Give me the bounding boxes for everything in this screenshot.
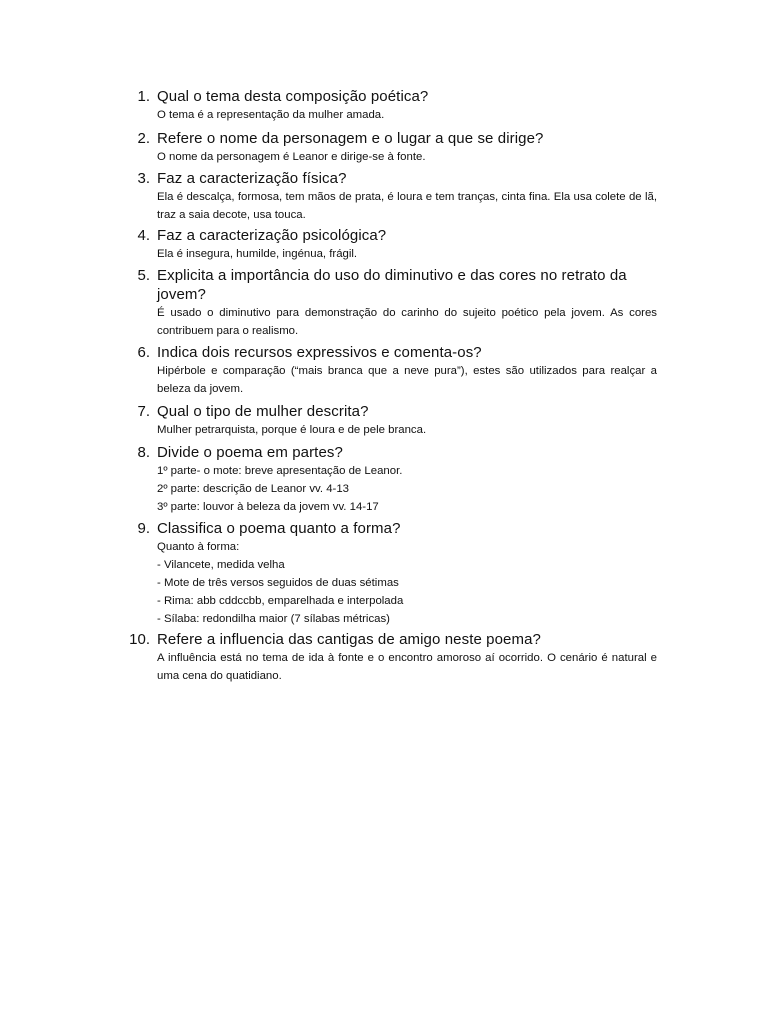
question-text: Explicita a importância do uso do diminutivo e das cores no retrato da jovem? (157, 267, 627, 303)
answer-line: - Vilancete, medida velha (157, 559, 285, 571)
question-number: 8. (137, 444, 150, 461)
answer-text: O nome da personagem é Leanor e dirige-se à fonte. (157, 151, 426, 163)
answer-line: - Mote de três versos seguidos de duas sétimas (157, 577, 399, 589)
question-item-3 (0, 168, 768, 225)
question-number: 7. (137, 403, 150, 420)
question-number: 10. (129, 631, 150, 648)
question-text: Classifica o poema quanto a forma? (157, 520, 401, 537)
question-number: 5. (137, 267, 150, 284)
question-text: Qual o tipo de mulher descrita? (157, 403, 369, 420)
question-text: Faz a caracterização física? (157, 170, 347, 187)
question-text: Refere a influencia das cantigas de amigo neste poema? (157, 631, 541, 648)
question-number: 1. (137, 88, 150, 105)
answer-text: É usado o diminutivo para demonstração do carinho do sujeito poético pela jovem. As cores contribuem para o realismo. (157, 307, 657, 337)
answer-text: Ela é descalça, formosa, tem mãos de prata, é loura e tem tranças, cinta fina. Ela usa colete de lã, traz a saia decote, usa touca. (157, 191, 657, 221)
answer-text: O tema é a representação da mulher amada. (157, 109, 385, 121)
answer-line: Quanto à forma: (157, 541, 240, 553)
answer-block (157, 462, 657, 516)
question-text: Indica dois recursos expressivos e comenta-os? (157, 344, 482, 361)
question-item-2 (0, 128, 768, 168)
question-item-10 (0, 629, 768, 689)
answer-text: Hipérbole e comparação (“mais branca que a neve pura”), estes são utilizados para realçar a beleza da jovem. (157, 365, 657, 395)
question-number: 9. (137, 520, 150, 537)
answer-line: 3º parte: louvor à beleza da jovem vv. 14-17 (157, 501, 379, 513)
question-item-1 (0, 86, 768, 128)
question-number: 4. (137, 227, 150, 244)
question-text: Qual o tema desta composição poética? (157, 88, 429, 105)
answer-line: 2º parte: descrição de Leanor vv. 4-13 (157, 483, 350, 495)
question-text: Divide o poema em partes? (157, 444, 343, 461)
answer-text: A influência está no tema de ida à fonte e o encontro amoroso aí ocorrido. O cenário é natural e uma cena do quatidiano. (157, 652, 657, 682)
answer-text: Mulher petrarquista, porque é loura e de pele branca. (157, 424, 427, 436)
answer-line: - Sílaba: redondilha maior (7 sílabas métricas) (157, 613, 390, 625)
question-number: 2. (137, 130, 150, 147)
question-text: Refere o nome da personagem e o lugar a que se dirige? (157, 130, 544, 147)
question-item-7 (0, 401, 768, 442)
question-item-9 (0, 518, 768, 629)
question-text: Faz a caracterização psicológica? (157, 227, 387, 244)
question-item-6 (0, 342, 768, 401)
question-item-4 (0, 225, 768, 265)
question-item-8 (0, 442, 768, 518)
answer-line: - Rima: abb cddccbb, emparelhada e interpolada (157, 595, 404, 607)
question-number: 6. (137, 344, 150, 361)
answer-block (157, 538, 657, 628)
question-item-5 (0, 265, 768, 342)
question-list (0, 86, 768, 689)
question-number: 3. (137, 170, 150, 187)
answer-text: Ela é insegura, humilde, ingénua, frágil. (157, 248, 358, 260)
answer-line: 1º parte- o mote: breve apresentação de Leanor. (157, 465, 403, 477)
